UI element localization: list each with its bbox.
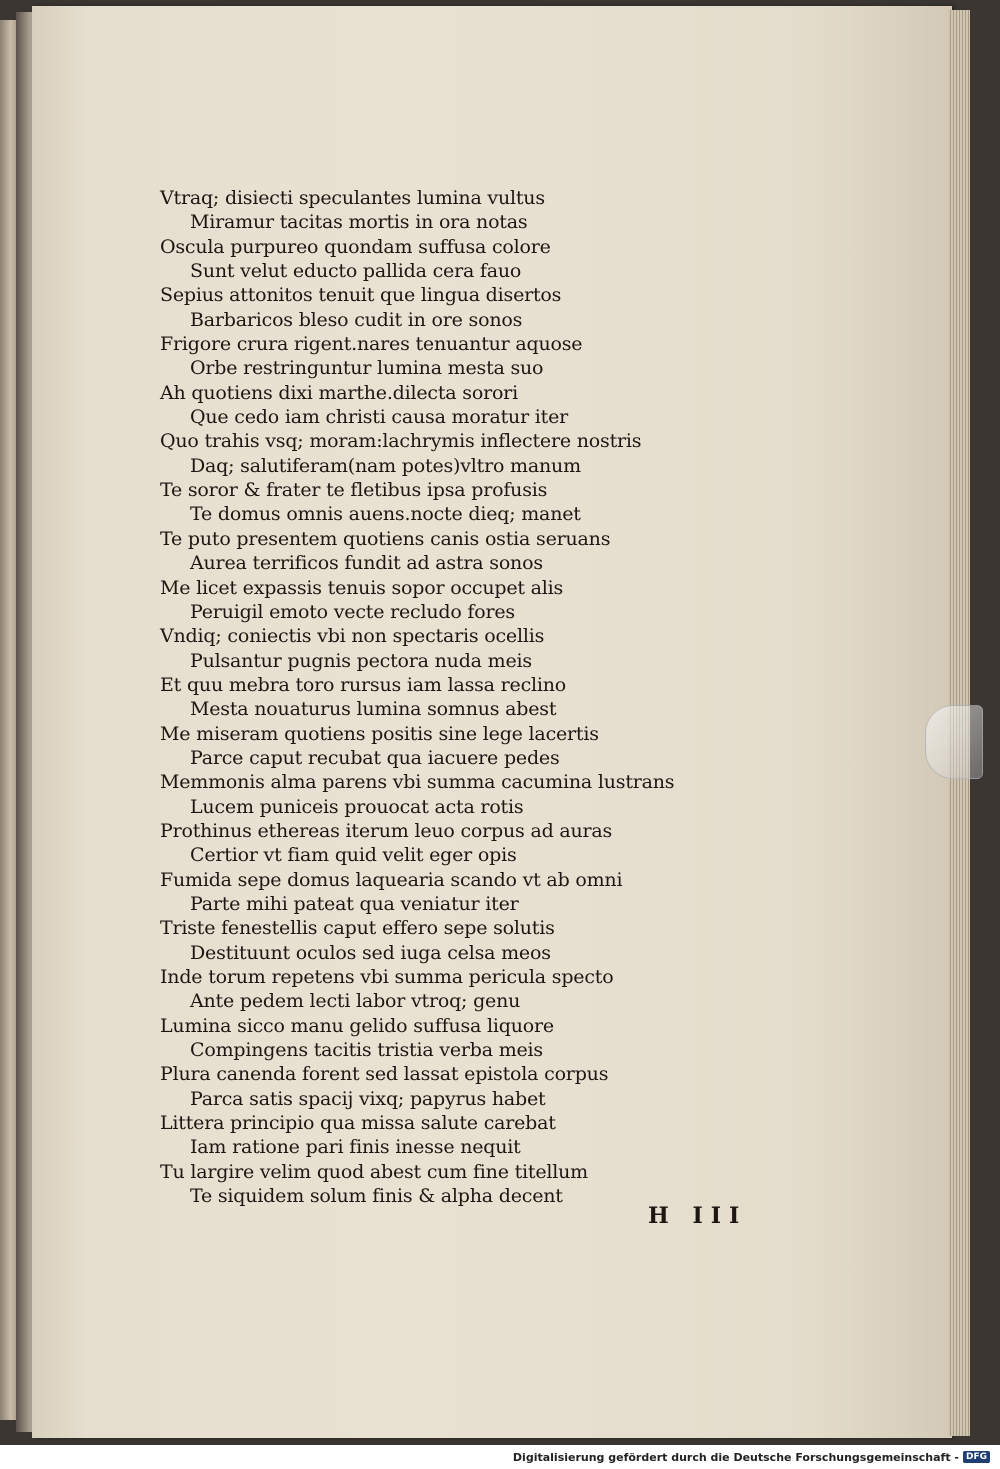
verse-line: Iam ratione pari finis inesse nequit	[190, 1136, 521, 1159]
verse-line: Prothinus ethereas iterum leuo corpus ad auras	[160, 819, 613, 842]
verse-line: Peruigil emoto vecte recludo fores	[190, 600, 515, 623]
verse-line: Sunt velut educto pallida cera fauo	[190, 260, 522, 283]
verse-line: Que cedo iam christi causa moratur iter	[190, 406, 569, 429]
verse-line: Quo trahis vsq; moram:lachrymis inflectere nostris	[160, 430, 642, 453]
verse-line: Parca satis spacij vixq; papyrus habet	[190, 1087, 546, 1110]
verse-line: Plura canenda forent sed lassat epistola corpus	[160, 1063, 609, 1086]
verse-line: Parce caput recubat qua iacuere pedes	[190, 746, 560, 769]
verse-line: Ante pedem lecti labor vtroq; genu	[190, 990, 521, 1013]
verse-line: Vndiq; coniectis vbi non spectaris ocellis	[160, 625, 545, 648]
verse-line: Mesta nouaturus lumina somnus abest	[190, 698, 557, 721]
verse-line: Me miseram quotiens positis sine lege lacertis	[160, 722, 599, 745]
verse-line: Fumida sepe domus laquearia scando vt ab omni	[160, 868, 623, 891]
verse-line: Lumina sicco manu gelido suffusa liquore	[160, 1014, 554, 1037]
verse-line: Et quu mebra toro rursus iam lassa reclino	[160, 673, 567, 696]
verse-line: Miramur tacitas mortis in ora notas	[190, 211, 528, 234]
verse-line: Te soror & frater te fletibus ipsa profusis	[160, 479, 548, 502]
footer-credit: Digitalisierung gefördert durch die Deutsche Forschungsgemeinschaft -	[512, 1450, 959, 1464]
verse-line: Frigore crura rigent.nares tenuantur aquose	[160, 333, 583, 356]
verse-line: Me licet expassis tenuis sopor occupet alis	[160, 576, 564, 599]
verse-line: Parte mihi pateat qua veniatur iter	[190, 892, 519, 915]
poem-text	[160, 186, 760, 1208]
verse-line: Memmonis alma parens vbi summa cacumina lustrans	[160, 771, 675, 794]
verse-line: Daq; salutiferam(nam potes)vltro manum	[190, 454, 581, 477]
verse-line: Sepius attonitos tenuit que lingua disertos	[160, 284, 562, 307]
verse-line: Ah quotiens dixi marthe.dilecta sorori	[160, 381, 518, 404]
footer-bar	[0, 1445, 1000, 1469]
verse-line: Pulsantur pugnis pectora nuda meis	[190, 649, 532, 672]
verse-line: Vtraq; disiecti speculantes lumina vultus	[160, 187, 545, 209]
verse-line: Tu largire velim quod abest cum fine titellum	[160, 1160, 588, 1183]
verse-line: Destituunt oculos sed iuga celsa meos	[190, 941, 551, 964]
signature-mark: H III	[648, 1203, 748, 1229]
verse-line: Te domus omnis auens.nocte dieq; manet	[190, 503, 581, 526]
verse-line: Lucem puniceis prouocat acta rotis	[190, 795, 524, 818]
dfg-logo-icon: DFG	[963, 1451, 990, 1463]
verse-line: Te siquidem solum finis & alpha decent	[190, 1185, 563, 1208]
verse-line: Inde torum repetens vbi summa pericula specto	[160, 966, 614, 988]
verse-line: Oscula purpureo quondam suffusa colore	[160, 235, 551, 258]
verse-line: Littera principio qua missa salute carebat	[160, 1112, 556, 1135]
verse-line: Orbe restringuntur lumina mesta suo	[190, 357, 544, 380]
verse-line: Barbaricos bleso cudit in ore sonos	[190, 308, 523, 331]
verse-line: Te puto presentem quotiens canis ostia seruans	[160, 527, 611, 550]
page-clip	[925, 705, 983, 779]
verse-line: Compingens tacitis tristia verba meis	[190, 1039, 543, 1062]
verse-line: Triste fenestellis caput effero sepe solutis	[160, 917, 555, 940]
verse-line: Aurea terrificos fundit ad astra sonos	[190, 552, 543, 575]
verse-line: Certior vt fiam quid velit eger opis	[190, 844, 517, 867]
